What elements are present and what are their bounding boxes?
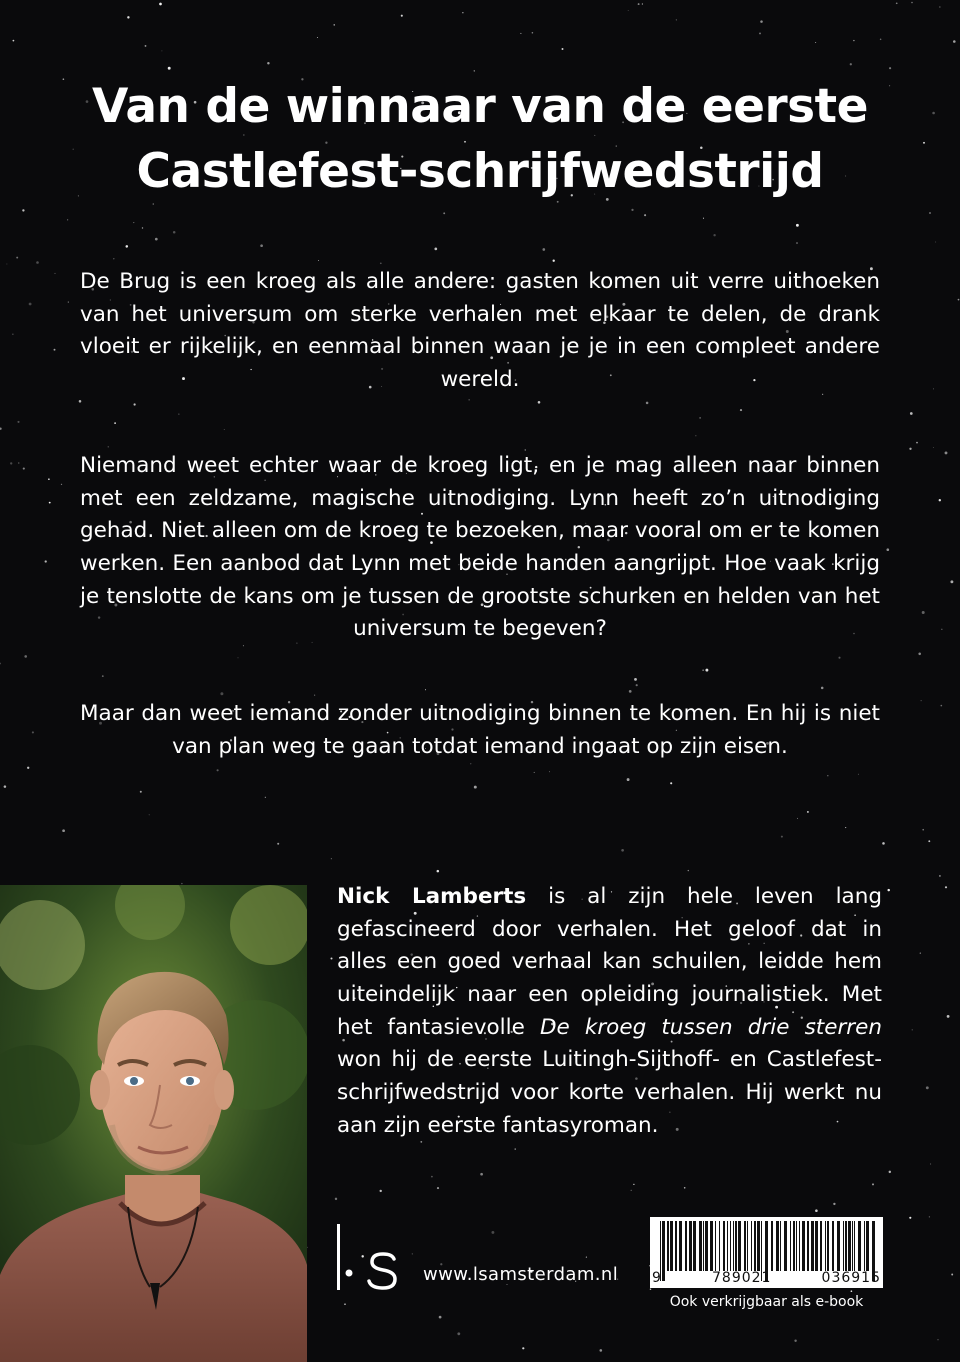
- star: [32, 731, 34, 733]
- star: [889, 1171, 891, 1173]
- star: [880, 39, 882, 41]
- star: [344, 1303, 346, 1305]
- star: [515, 1148, 516, 1149]
- star: [67, 219, 68, 220]
- star: [922, 829, 924, 831]
- star: [889, 67, 891, 69]
- star: [23, 468, 25, 470]
- star: [627, 778, 630, 781]
- star: [933, 447, 934, 448]
- star: [412, 1253, 413, 1254]
- star: [858, 774, 859, 775]
- blurb-paragraph-1: De Brug is een kroeg als alle andere: gasten komen uit verre uithoeken van het universum om sterke verhalen met elkaar te delen, de drank vloeit er rijkelijk, en eenmaal binnen waan je je in een compleet andere wereld.: [80, 269, 880, 393]
- star: [713, 234, 715, 236]
- star: [921, 700, 922, 701]
- star: [850, 63, 852, 65]
- star: [937, 1339, 938, 1340]
- barcode-lead-digit: 9: [652, 1270, 662, 1286]
- star: [909, 1217, 911, 1219]
- star: [945, 886, 947, 888]
- star: [794, 1340, 796, 1342]
- barcode-bar: [832, 1221, 834, 1271]
- star: [61, 484, 62, 485]
- star: [142, 227, 143, 228]
- star: [330, 957, 332, 959]
- star: [0, 428, 2, 430]
- star: [534, 772, 535, 773]
- star: [22, 209, 24, 211]
- star: [469, 399, 470, 400]
- barcode-bar: [776, 1221, 779, 1271]
- star: [953, 40, 956, 43]
- star: [833, 1203, 835, 1205]
- star: [457, 1332, 460, 1335]
- star: [797, 818, 798, 819]
- star: [939, 875, 941, 877]
- star: [149, 814, 150, 815]
- star: [676, 19, 677, 20]
- barcode-bar: [735, 1221, 737, 1271]
- star: [958, 299, 960, 301]
- star: [760, 20, 763, 23]
- barcode-bar: [837, 1221, 840, 1271]
- author-photo: [0, 885, 307, 1362]
- blurb-paragraph-2: Niemand weet echter waar de kroeg ligt, en je mag alleen naar binnen met een zeldzame, magische uitnodiging. Lynn heeft zo’n uitnodiging gehad. Niet alleen om de kroeg te bezoeken, maar vooral om er te komen werken. Een aanbod dat Lynn met beide handen aangrijpt. Hoe vaak krijg je tenslotte de kans om je tussen de grootste schurken en helden van het universum te begeven?: [80, 453, 880, 642]
- star: [644, 214, 646, 216]
- barcode-bar: [802, 1221, 805, 1271]
- star: [629, 690, 632, 693]
- star: [220, 692, 223, 695]
- star: [807, 811, 809, 813]
- headline-line-1: Van de winnaar van de eerste: [92, 79, 868, 134]
- star: [796, 224, 799, 227]
- star: [48, 478, 50, 480]
- book-title: De kroeg tussen drie sterren: [539, 1014, 882, 1040]
- star: [18, 462, 19, 463]
- barcode-bar: [858, 1221, 861, 1271]
- barcode-bar: [784, 1221, 787, 1271]
- star: [10, 462, 12, 464]
- star: [928, 840, 930, 842]
- star: [520, 33, 521, 34]
- barcode-bar: [667, 1221, 669, 1271]
- star: [62, 829, 65, 832]
- barcode-bar: [670, 1221, 673, 1271]
- barcode-bar: [744, 1221, 746, 1271]
- star: [950, 580, 953, 583]
- star: [930, 1164, 931, 1165]
- star: [553, 260, 555, 262]
- star: [224, 429, 225, 430]
- star: [439, 1316, 442, 1319]
- star: [670, 782, 672, 784]
- star: [642, 3, 643, 4]
- star: [542, 248, 545, 251]
- star: [872, 1183, 874, 1185]
- star: [6, 264, 7, 265]
- star: [437, 870, 440, 873]
- barcode-bar: [723, 1221, 725, 1271]
- star: [173, 231, 176, 234]
- star: [168, 67, 171, 70]
- star: [740, 409, 742, 411]
- star: [443, 212, 445, 214]
- star: [380, 1190, 382, 1192]
- barcode-bar: [852, 1221, 853, 1271]
- publisher-logo: [335, 1222, 405, 1292]
- star: [16, 257, 18, 259]
- star: [49, 502, 51, 504]
- star: [781, 836, 783, 838]
- star: [821, 687, 824, 690]
- star: [896, 2, 898, 4]
- star: [631, 1190, 632, 1191]
- barcode-bar: [796, 1221, 797, 1271]
- star: [155, 238, 158, 241]
- star: [562, 48, 564, 50]
- barcode-bar: [848, 1221, 851, 1271]
- star: [621, 849, 624, 852]
- star: [12, 334, 13, 335]
- barcode-bar: [703, 1221, 704, 1271]
- star: [277, 843, 279, 845]
- barcode-bar: [757, 1221, 760, 1271]
- star: [695, 435, 696, 436]
- star: [425, 689, 426, 690]
- star: [935, 241, 936, 242]
- star: [108, 446, 109, 447]
- star: [636, 684, 638, 686]
- barcode-digits: [652, 1270, 881, 1286]
- star: [815, 42, 816, 43]
- barcode-bar: [727, 1221, 728, 1271]
- star: [314, 695, 315, 696]
- barcode-bar: [733, 1221, 734, 1271]
- star: [27, 767, 29, 769]
- star: [851, 1290, 853, 1292]
- star: [474, 786, 477, 789]
- star: [159, 3, 162, 6]
- star: [491, 1231, 494, 1234]
- star: [920, 952, 921, 953]
- star: [827, 775, 828, 776]
- star: [238, 657, 239, 658]
- star: [127, 16, 129, 18]
- barcode-bar: [864, 1221, 865, 1271]
- barcode-bar: [827, 1221, 829, 1271]
- star: [933, 388, 934, 389]
- star: [646, 402, 649, 405]
- star: [853, 40, 854, 41]
- star: [13, 40, 15, 42]
- star: [0, 663, 1, 665]
- star: [947, 1015, 950, 1018]
- star: [317, 37, 318, 38]
- star: [628, 10, 629, 11]
- star: [633, 1184, 634, 1185]
- star: [401, 15, 403, 17]
- barcode-bar: [780, 1221, 781, 1271]
- barcode-bar: [815, 1221, 818, 1271]
- star: [318, 260, 319, 261]
- barcode-group-2: 036915: [821, 1270, 881, 1286]
- star: [114, 422, 116, 424]
- star: [650, 1288, 651, 1289]
- star: [699, 417, 701, 419]
- star: [631, 209, 633, 211]
- star: [939, 499, 941, 501]
- barcode-bar: [675, 1221, 677, 1271]
- star: [932, 112, 935, 115]
- star: [145, 45, 147, 47]
- star: [599, 1349, 602, 1352]
- star: [911, 2, 913, 4]
- star: [140, 791, 142, 793]
- star: [945, 451, 948, 454]
- star: [267, 62, 269, 64]
- star: [17, 421, 19, 423]
- author-name: Nick Lamberts: [337, 884, 527, 909]
- barcode-bar: [685, 1221, 687, 1271]
- barcode-bar: [719, 1221, 720, 1271]
- barcode-bar: [845, 1221, 847, 1271]
- barcode-bar: [799, 1221, 800, 1271]
- star: [912, 1029, 913, 1030]
- star: [36, 261, 39, 264]
- barcode-bar: [811, 1221, 814, 1271]
- star: [586, 1257, 587, 1258]
- star: [474, 70, 475, 71]
- star: [909, 448, 911, 450]
- star: [918, 653, 921, 656]
- star: [24, 655, 27, 658]
- star: [941, 629, 942, 630]
- barcode-bar: [820, 1221, 822, 1271]
- star: [431, 1176, 433, 1178]
- barcode-bar: [751, 1221, 752, 1271]
- star: [688, 870, 689, 871]
- star: [759, 32, 761, 34]
- star: [951, 1274, 953, 1276]
- star: [702, 670, 703, 671]
- star: [929, 212, 931, 214]
- star: [887, 889, 889, 891]
- star: [922, 611, 925, 614]
- star: [54, 349, 56, 351]
- star: [178, 414, 179, 415]
- author-bio: [337, 881, 882, 1142]
- barcode-bar: [705, 1221, 708, 1271]
- barcode-group-1: 789021: [712, 1270, 772, 1286]
- star: [79, 400, 82, 403]
- star: [133, 222, 134, 223]
- headline-line-2: Castlefest-schrijfwedstrijd: [136, 143, 824, 199]
- star: [480, 1173, 483, 1176]
- star: [133, 403, 135, 405]
- star: [926, 1086, 929, 1089]
- barcode-bar: [790, 1221, 791, 1271]
- star: [705, 669, 708, 672]
- bio-text-1: is al zijn hele leven lang gefascineerd door verhalen. Het geloof dat in alles een goed verhaal kan schuilen, leidde hem uiteindelijk naar een opleiding journalistiek. Met het fantasievolle: [337, 884, 882, 1040]
- star: [796, 242, 798, 244]
- star: [845, 827, 846, 828]
- star: [522, 1347, 524, 1349]
- star: [68, 302, 69, 303]
- barcode-bar: [754, 1221, 756, 1271]
- star: [886, 548, 889, 551]
- star: [334, 24, 335, 25]
- star: [923, 142, 925, 144]
- barcode-bar: [710, 1221, 713, 1271]
- barcode-bar: [738, 1221, 741, 1271]
- star: [54, 273, 55, 274]
- barcode-bar: [730, 1221, 731, 1271]
- barcode-bar: [825, 1221, 826, 1271]
- star: [260, 244, 263, 247]
- star: [703, 218, 704, 219]
- bio-text-2: won hij de eerste Luitingh-Sijthoff- en Castlefest-schrijfwedstrijd voor korte verhalen. Hij werkt nu aan zijn eerste fantasyroman.: [337, 1047, 882, 1138]
- star: [331, 858, 332, 859]
- star: [434, 248, 437, 251]
- star: [882, 842, 885, 845]
- star: [929, 1216, 930, 1217]
- barcode-bar: [747, 1221, 748, 1271]
- star: [634, 678, 637, 681]
- barcode-bar: [843, 1221, 844, 1271]
- star: [126, 245, 129, 248]
- headline: [40, 75, 920, 205]
- star: [462, 12, 463, 13]
- barcode-bar: [866, 1221, 869, 1271]
- barcode-bar: [693, 1221, 696, 1271]
- star: [910, 412, 913, 415]
- star: [916, 442, 918, 444]
- star: [113, 258, 114, 259]
- barcode-bar: [807, 1221, 809, 1271]
- star: [838, 657, 840, 659]
- star: [161, 50, 162, 51]
- star: [638, 3, 640, 5]
- star: [437, 1187, 439, 1189]
- star: [941, 705, 943, 707]
- star: [470, 763, 471, 764]
- barcode-bar: [689, 1221, 692, 1271]
- ebook-note: Ook verkrijgbaar als e-book: [669, 1294, 864, 1310]
- star: [939, 6, 940, 7]
- star: [684, 1187, 686, 1189]
- star: [4, 785, 7, 788]
- publisher-website[interactable]: www.lsamsterdam.nl: [423, 1264, 619, 1285]
- star: [532, 32, 534, 34]
- barcode-bar: [793, 1221, 795, 1271]
- barcode-bar: [699, 1221, 702, 1271]
- star: [217, 769, 219, 771]
- barcode-bar: [771, 1221, 773, 1271]
- barcode-bar: [715, 1221, 716, 1271]
- star: [815, 1209, 818, 1212]
- barcode-bar: [679, 1221, 682, 1271]
- star: [335, 1198, 337, 1200]
- star: [549, 771, 550, 772]
- barcode-bar: [854, 1221, 855, 1271]
- star: [265, 797, 266, 798]
- star: [45, 560, 47, 562]
- star: [538, 401, 541, 404]
- star: [29, 303, 32, 306]
- star: [102, 675, 104, 677]
- star: [380, 262, 382, 264]
- blurb-paragraph-3: Maar dan weet iemand zonder uitnodiging binnen te komen. En hij is niet van plan weg te gaan totdat iemand ingaat op zijn eisen.: [80, 701, 880, 759]
